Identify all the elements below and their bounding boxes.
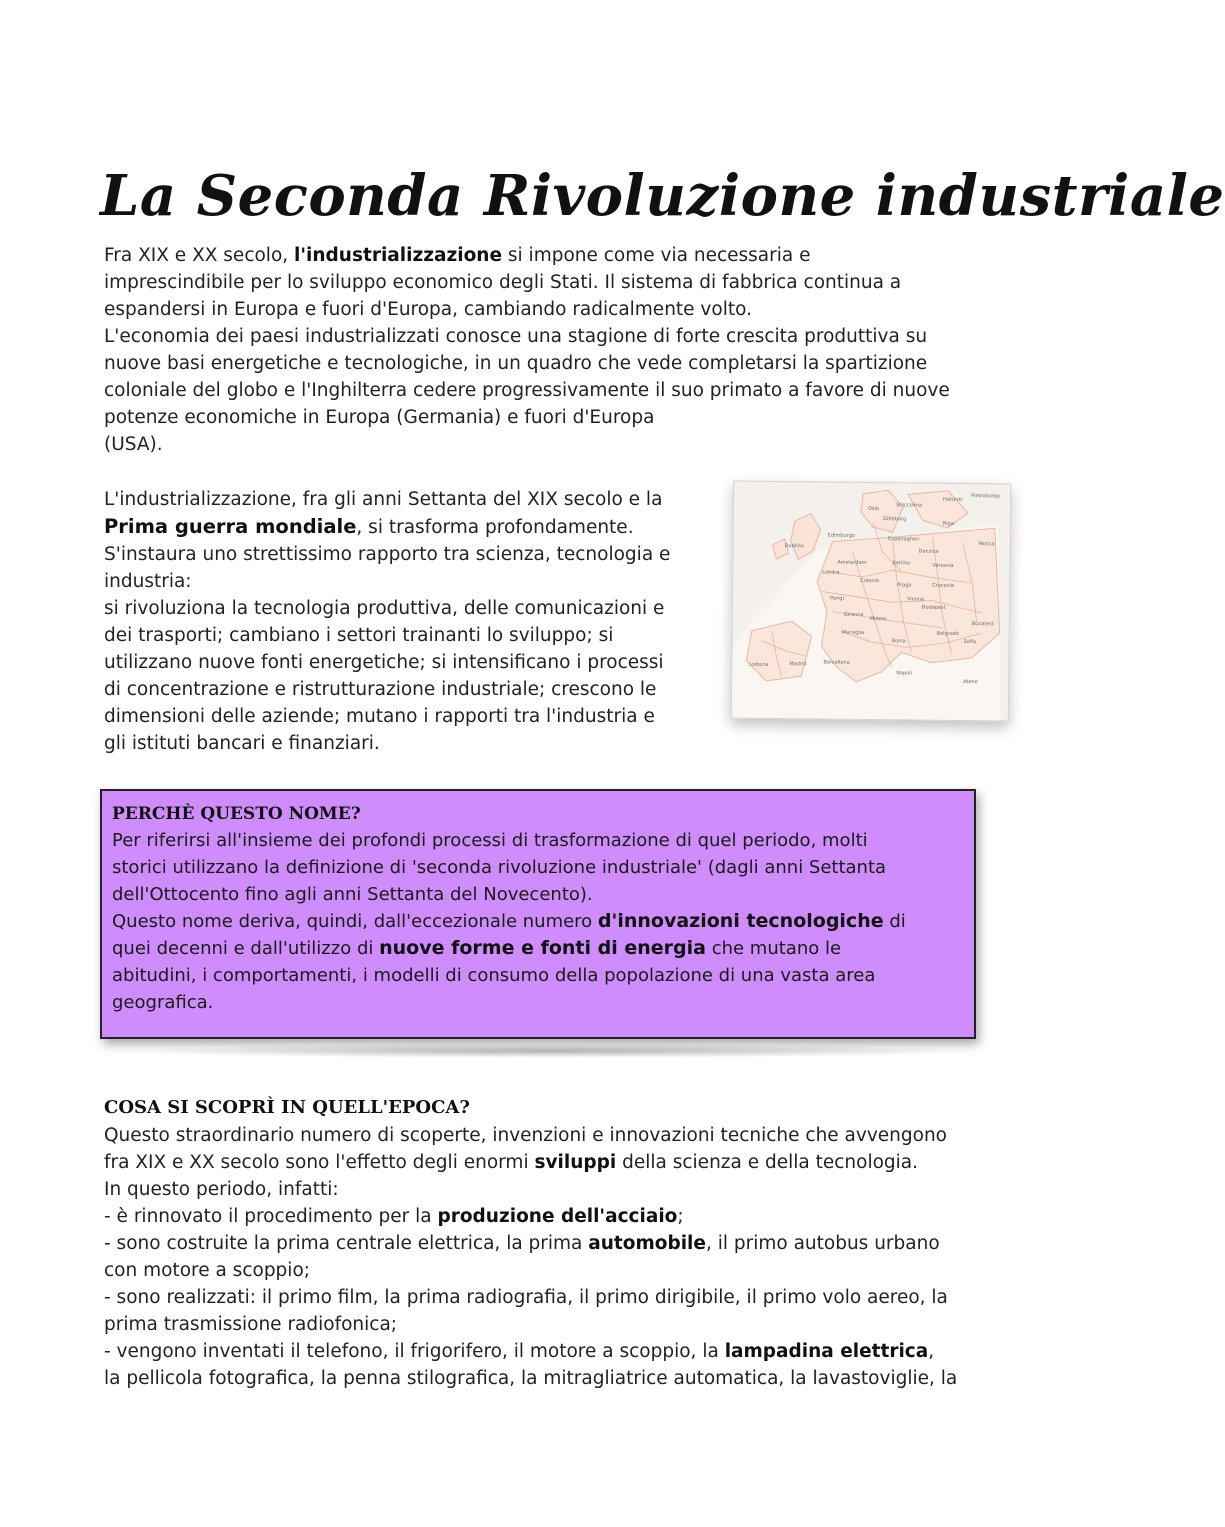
svg-text:Göteborg: Göteborg	[882, 516, 907, 523]
disc-text: della scienza e della tecnologia.	[616, 1152, 919, 1173]
svg-text:Parigi: Parigi	[829, 595, 844, 602]
svg-text:Danzica: Danzica	[918, 548, 939, 555]
svg-text:Dublino: Dublino	[784, 543, 804, 550]
industr-text: , si trasforma profondamente.	[356, 517, 634, 538]
svg-text:Atene: Atene	[963, 678, 978, 686]
svg-text:Budapest: Budapest	[921, 604, 946, 611]
svg-text:Barcellona: Barcellona	[823, 659, 850, 666]
europe-map	[731, 481, 1011, 722]
disc-text: ;	[677, 1206, 684, 1227]
svg-text:Cracovia: Cracovia	[932, 582, 955, 589]
svg-text:Oslo: Oslo	[867, 505, 879, 513]
box-text: che mutano le	[705, 938, 842, 959]
disc-text: ,	[928, 1341, 935, 1362]
svg-text:Berlino: Berlino	[892, 560, 911, 567]
svg-text:Ginevra: Ginevra	[843, 611, 864, 618]
svg-text:Copenaghen: Copenaghen	[887, 536, 920, 543]
disc-text: prima trasmissione radiofonica;	[104, 1314, 398, 1335]
box-text: geografica.	[112, 992, 214, 1013]
box-text: dell'Ottocento fino agli anni Settanta del Novecento).	[112, 884, 593, 905]
disc-text: - sono costruite la prima centrale elettrica, la prima	[104, 1233, 589, 1254]
svg-text:Lisbona: Lisbona	[749, 661, 769, 668]
svg-text:Edimburgo: Edimburgo	[827, 532, 855, 539]
industr-text: L'industrializzazione, fra gli anni Settanta del XIX secolo e la	[104, 489, 663, 510]
svg-text:Mosca: Mosca	[978, 541, 995, 548]
industr-bold: Prima guerra mondiale	[104, 515, 357, 538]
intro-text: espandersi in Europa e fuori d'Europa, cambiando radicalmente volto.	[104, 299, 752, 320]
europe-map-image	[731, 481, 1011, 722]
svg-text:Stoccolma: Stoccolma	[895, 502, 923, 509]
disc-text: Questo straordinario numero di scoperte, invenzioni e innovazioni tecniche che avvengono	[104, 1125, 947, 1146]
svg-text:Vienna: Vienna	[906, 596, 925, 603]
intro-text: coloniale del globo e l'Inghilterra cedere progressivamente il suo primato a favore di nuove	[104, 380, 950, 401]
svg-text:Colonia: Colonia	[860, 577, 879, 585]
intro-text: L'economia dei paesi industrializzati conosce una stagione di forte crescita produttiva su	[104, 326, 928, 347]
page-title: La Seconda Rivoluzione industriale	[100, 162, 1225, 229]
svg-text:Bucarest: Bucarest	[971, 621, 994, 628]
disc-text: la pellicola fotografica, la penna stilografica, la mitragliatrice automatica, la lavastoviglie, la	[104, 1368, 958, 1389]
industr-text: di concentrazione e ristrutturazione industriale; crescono le	[104, 679, 657, 700]
box-text: Questo nome deriva, quindi, dall'eccezionale numero	[112, 911, 598, 932]
box-text: di	[883, 911, 906, 932]
svg-text:Milano: Milano	[869, 615, 887, 623]
industrialization-paragraph	[104, 486, 704, 757]
disc-text: fra XIX e XX secolo sono l'effetto degli enormi	[104, 1152, 535, 1173]
svg-text:Roma: Roma	[891, 638, 906, 645]
svg-text:Marsiglia: Marsiglia	[841, 629, 865, 636]
box-bold: nuove forme e fonti di energia	[379, 937, 706, 959]
discoveries-heading: COSA SI SCOPRÌ IN QUELL'EPOCA?	[104, 1097, 470, 1118]
svg-text:Praga: Praga	[897, 582, 912, 589]
svg-text:Londra: Londra	[822, 569, 840, 576]
intro-text: Fra XIX e XX secolo,	[104, 245, 295, 266]
industr-text: utilizzano nuove fonti energetiche; si intensificano i processi	[104, 652, 664, 673]
svg-text:Varsavia: Varsavia	[932, 562, 954, 569]
disc-text: - vengono inventati il telefono, il frigorifero, il motore a scoppio, la	[104, 1341, 725, 1362]
why-this-name-box	[100, 789, 976, 1039]
disc-text: In questo periodo, infatti:	[104, 1179, 339, 1200]
intro-text: nuove basi energetiche e tecnologiche, in un quadro che vede completarsi la spartizione	[104, 353, 928, 374]
box-bold: d'innovazioni tecnologiche	[597, 910, 884, 932]
box-text: abitudini, i comportamenti, i modelli di consumo della popolazione di una vasta area	[112, 965, 876, 986]
intro-bold: l'industrializzazione	[294, 245, 503, 266]
industr-text: S'instaura uno strettissimo rapporto tra scienza, tecnologia e	[104, 544, 671, 565]
intro-paragraph	[104, 242, 984, 458]
svg-text:Helsinki: Helsinki	[943, 496, 963, 503]
box-text: Per riferirsi all'insieme dei profondi processi di trasformazione di quel periodo, molti	[112, 830, 868, 851]
box-text: quei decenni e dall'utilizzo di	[112, 938, 380, 959]
intro-text: si impone come via necessaria e	[502, 245, 811, 266]
industr-text: industria:	[104, 571, 192, 592]
disc-text: con motore a scoppio;	[104, 1260, 310, 1281]
intro-text: (USA).	[104, 434, 163, 455]
disc-bold: sviluppi	[534, 1152, 617, 1173]
svg-text:Pietroburgo: Pietroburgo	[971, 493, 1001, 500]
svg-text:Sofia: Sofia	[963, 638, 977, 646]
box-shadow	[130, 1044, 970, 1058]
svg-text:Napoli: Napoli	[896, 670, 913, 677]
intro-text: imprescindibile per lo sviluppo economico degli Stati. Il sistema di fabbrica continua a	[104, 272, 902, 293]
disc-text: , il primo autobus urbano	[705, 1233, 940, 1254]
box-heading: PERCHÈ QUESTO NOME?	[112, 804, 361, 824]
discoveries-paragraph	[104, 1122, 984, 1392]
svg-text:Belgrado: Belgrado	[936, 630, 960, 637]
disc-text: - è rinnovato il procedimento per la	[104, 1206, 438, 1227]
disc-bold: lampadina elettrica	[724, 1341, 929, 1362]
intro-text: potenze economiche in Europa (Germania) e fuori d'Europa	[104, 407, 655, 428]
industr-text: dimensioni delle aziende; mutano i rapporti tra l'industria e	[104, 706, 655, 727]
industr-text: gli istituti bancari e finanziari.	[104, 733, 380, 754]
svg-text:Amsterdam: Amsterdam	[837, 559, 867, 566]
industr-text: dei trasporti; cambiano i settori trainanti lo sviluppo; si	[104, 625, 614, 646]
disc-bold: produzione dell'acciaio	[437, 1206, 678, 1227]
svg-text:Riga: Riga	[942, 520, 954, 527]
box-paragraph	[112, 827, 964, 1016]
svg-text:Madrid: Madrid	[789, 661, 807, 668]
industr-text: si rivoluziona la tecnologia produttiva, delle comunicazioni e	[104, 598, 665, 619]
disc-bold: automobile	[588, 1233, 706, 1254]
disc-text: - sono realizzati: il primo film, la prima radiografia, il primo dirigibile, il primo volo aereo, la	[104, 1287, 948, 1308]
box-text: storici utilizzano la definizione di 'seconda rivoluzione industriale' (dagli anni Settanta	[112, 857, 887, 878]
